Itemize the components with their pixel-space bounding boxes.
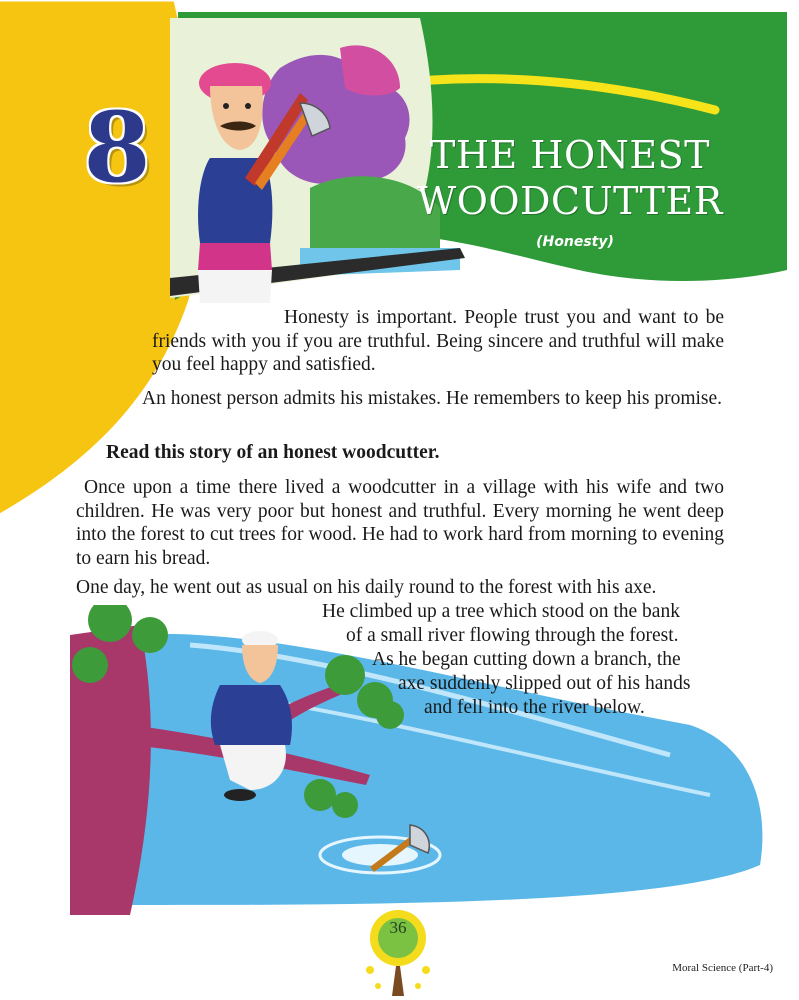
chapter-subtitle: (Honesty) <box>536 234 614 250</box>
story-paragraph-2-line-2: He climbed up a tree which stood on the bank <box>322 601 680 622</box>
chapter-number: 8 <box>83 91 151 204</box>
story-paragraph-2-line-1: One day, he went out as usual on his daily round to the forest with his axe. <box>76 577 657 598</box>
intro-paragraph-2: An honest person admits his mistakes. He remembers to keep his promise. <box>142 388 723 409</box>
story-paragraph-1: Once upon a time there lived a woodcutter in a village with his wife and two children. He was very poor but honest and truthful. Every morning he went deep into the forest to cut trees for wood. He had to work hard from morning to evening to earn his bread. <box>76 477 724 569</box>
chapter-title-line-1: THE HONEST <box>430 133 710 177</box>
story-paragraph-2-line-5: axe suddenly slipped out of his hands <box>398 673 691 694</box>
book-title-footer: Moral Science (Part-4) <box>672 962 773 974</box>
intro-paragraph-1: Honesty is important. People trust you and want to be friends with you if you are truthful. Being sincere and truthful will make you feel happy and satisfied. <box>152 307 724 375</box>
story-paragraph-2-line-6: and fell into the river below. <box>424 697 645 718</box>
chapter-title-line-2: WOODCUTTER <box>417 179 723 224</box>
story-paragraph-2-line-3: of a small river flowing through the forest. <box>346 625 679 646</box>
page-number: 36 <box>389 918 407 937</box>
read-prompt: Read this story of an honest woodcutter. <box>106 442 440 463</box>
chapter-title <box>400 132 740 225</box>
story-paragraph-2-line-4: As he began cutting down a branch, the <box>372 649 681 670</box>
